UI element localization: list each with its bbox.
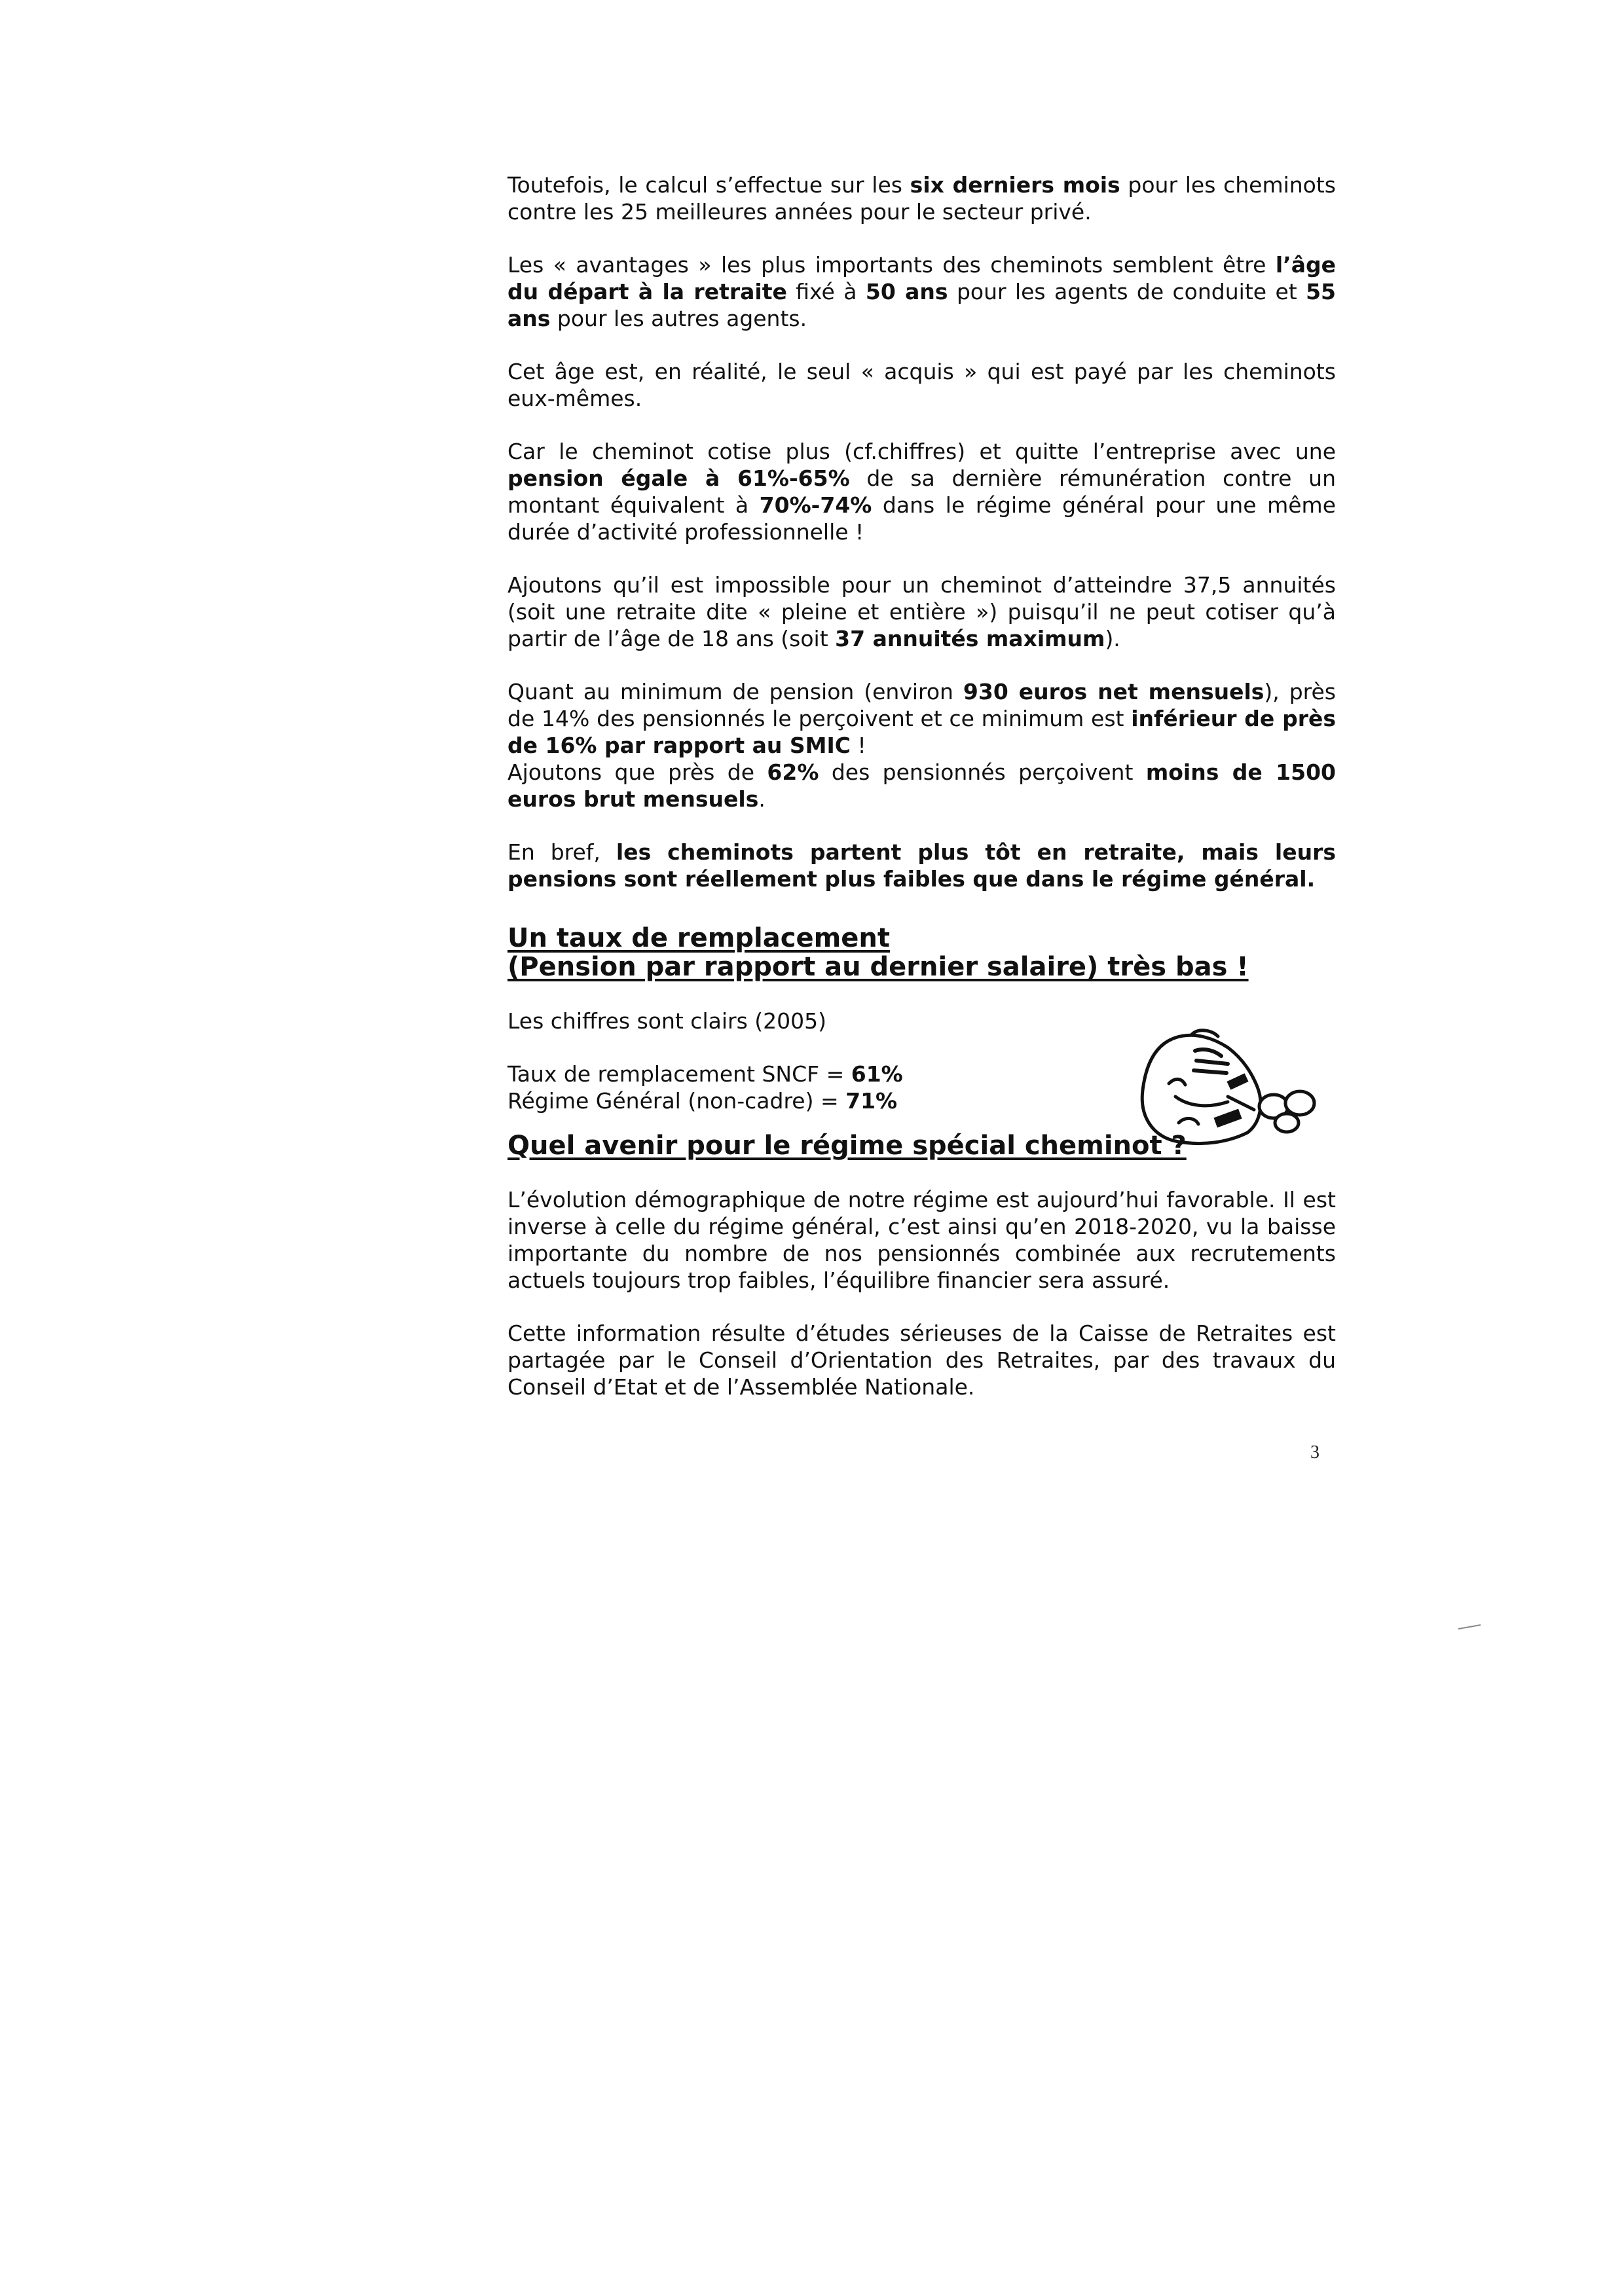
scan-speck [1457,1624,1483,1630]
bold-text: l’âge du départ à la retraite [507,252,1336,304]
bold-text: 71% [845,1088,898,1114]
paragraph [507,1186,1336,1294]
bold-text: 930 euros net mensuels [963,679,1264,704]
bold-text: 37 annuités maximum [835,626,1105,651]
heading-line: (Pension par rapport au dernier salaire) très bas ! [507,952,1249,982]
bold-text: moins de 1500 euros brut mensuels [507,759,1336,812]
text-run: des pensionnés perçoivent [819,759,1146,785]
bold-text: pension égale à 61%-65% [507,465,850,491]
bold-text: 61% [851,1061,903,1087]
paragraph [507,678,1336,759]
paragraph [507,251,1336,332]
text-run: de sa dernière rémunération contre un montant équivalent à [507,465,1336,518]
bold-text: 55 ans [507,279,1337,331]
text-run: Toutefois, le calcul s’effectue sur les [507,172,910,198]
paragraph [507,839,1336,892]
section-heading-replacement-rate [507,924,1336,981]
paragraph [507,572,1336,652]
text-run: ). [1105,626,1120,651]
text-run: ! [850,733,866,758]
bold-text: 50 ans [865,279,948,304]
text-run: En bref, [507,839,616,865]
money-bag-icon [1130,1025,1320,1149]
text-run: pour les autres agents. [550,306,807,331]
bold-text: 62% [767,759,819,785]
text-run: fixé à [786,279,866,304]
bold-text: 70%-74% [759,492,872,518]
text-run: ), près de 14% des pensionnés le perçoivent et ce minimum est [507,679,1337,731]
text-run: Taux de remplacement SNCF = [507,1061,851,1087]
text-run: Car le cheminot cotise plus (cf.chiffres) et quitte l’entreprise avec une [507,439,1336,464]
paragraph [507,358,1336,412]
text-run: pour les cheminots contre les 25 meilleures années pour le secteur privé. [507,172,1337,225]
paragraph [507,759,1336,812]
heading-line: Un taux de remplacement [507,923,891,953]
paragraph [507,1320,1336,1400]
bold-text: inférieur de près de 16% par rapport au SMIC [507,706,1336,758]
text-run: Les chiffres sont clairs (2005) [507,1008,826,1034]
text-run: Cet âge est, en réalité, le seul « acquis » qui est payé par les cheminots eux-mêmes. [507,359,1336,411]
text-run: Les « avantages » les plus importants des cheminots semblent être [507,252,1276,278]
text-run: Quant au minimum de pension (environ [507,679,963,704]
section-heading-future: Quel avenir pour le régime spécial cheminot ? [507,1131,1187,1161]
document-body [507,172,1336,1400]
paragraph [507,438,1336,545]
bold-text: six derniers mois [910,172,1120,198]
paragraph [507,172,1336,225]
page-number: 3 [1310,1442,1320,1463]
text-run: pour les agents de conduite et [948,279,1306,304]
text-run: dans le régime général pour une même durée d’activité professionnelle ! [507,492,1336,545]
text-run: Ajoutons qu’il est impossible pour un cheminot d’atteindre 37,5 annuités (soit une retraite dite « pleine et entière ») puisqu’il ne peut cotiser qu’à partir de l’âge de 18 ans (soit [507,572,1336,651]
text-run: Cette information résulte d’études sérieuses de la Caisse de Retraites est partagée par le Conseil d’Orientation des Retraites, par des travaux du Conseil d’Etat et de l’Assemblée Nationale. [507,1321,1336,1400]
text-run: . [758,786,766,812]
text-run: Régime Général (non-cadre) = [507,1088,846,1114]
text-run: L’évolution démographique de notre régime est aujourd’hui favorable. Il est inverse à celle du régime général, c’est ainsi qu’en 2018-2020, vu la baisse importante du nombre de nos pensionnés combinée aux recrutements actuels toujours trop faibles, l’équilibre financier sera assuré. [507,1187,1336,1293]
bold-text: les cheminots partent plus tôt en retraite, mais leurs pensions sont réellement plus faibles que dans le régime général. [507,839,1336,892]
text-run: Ajoutons que près de [507,759,767,785]
